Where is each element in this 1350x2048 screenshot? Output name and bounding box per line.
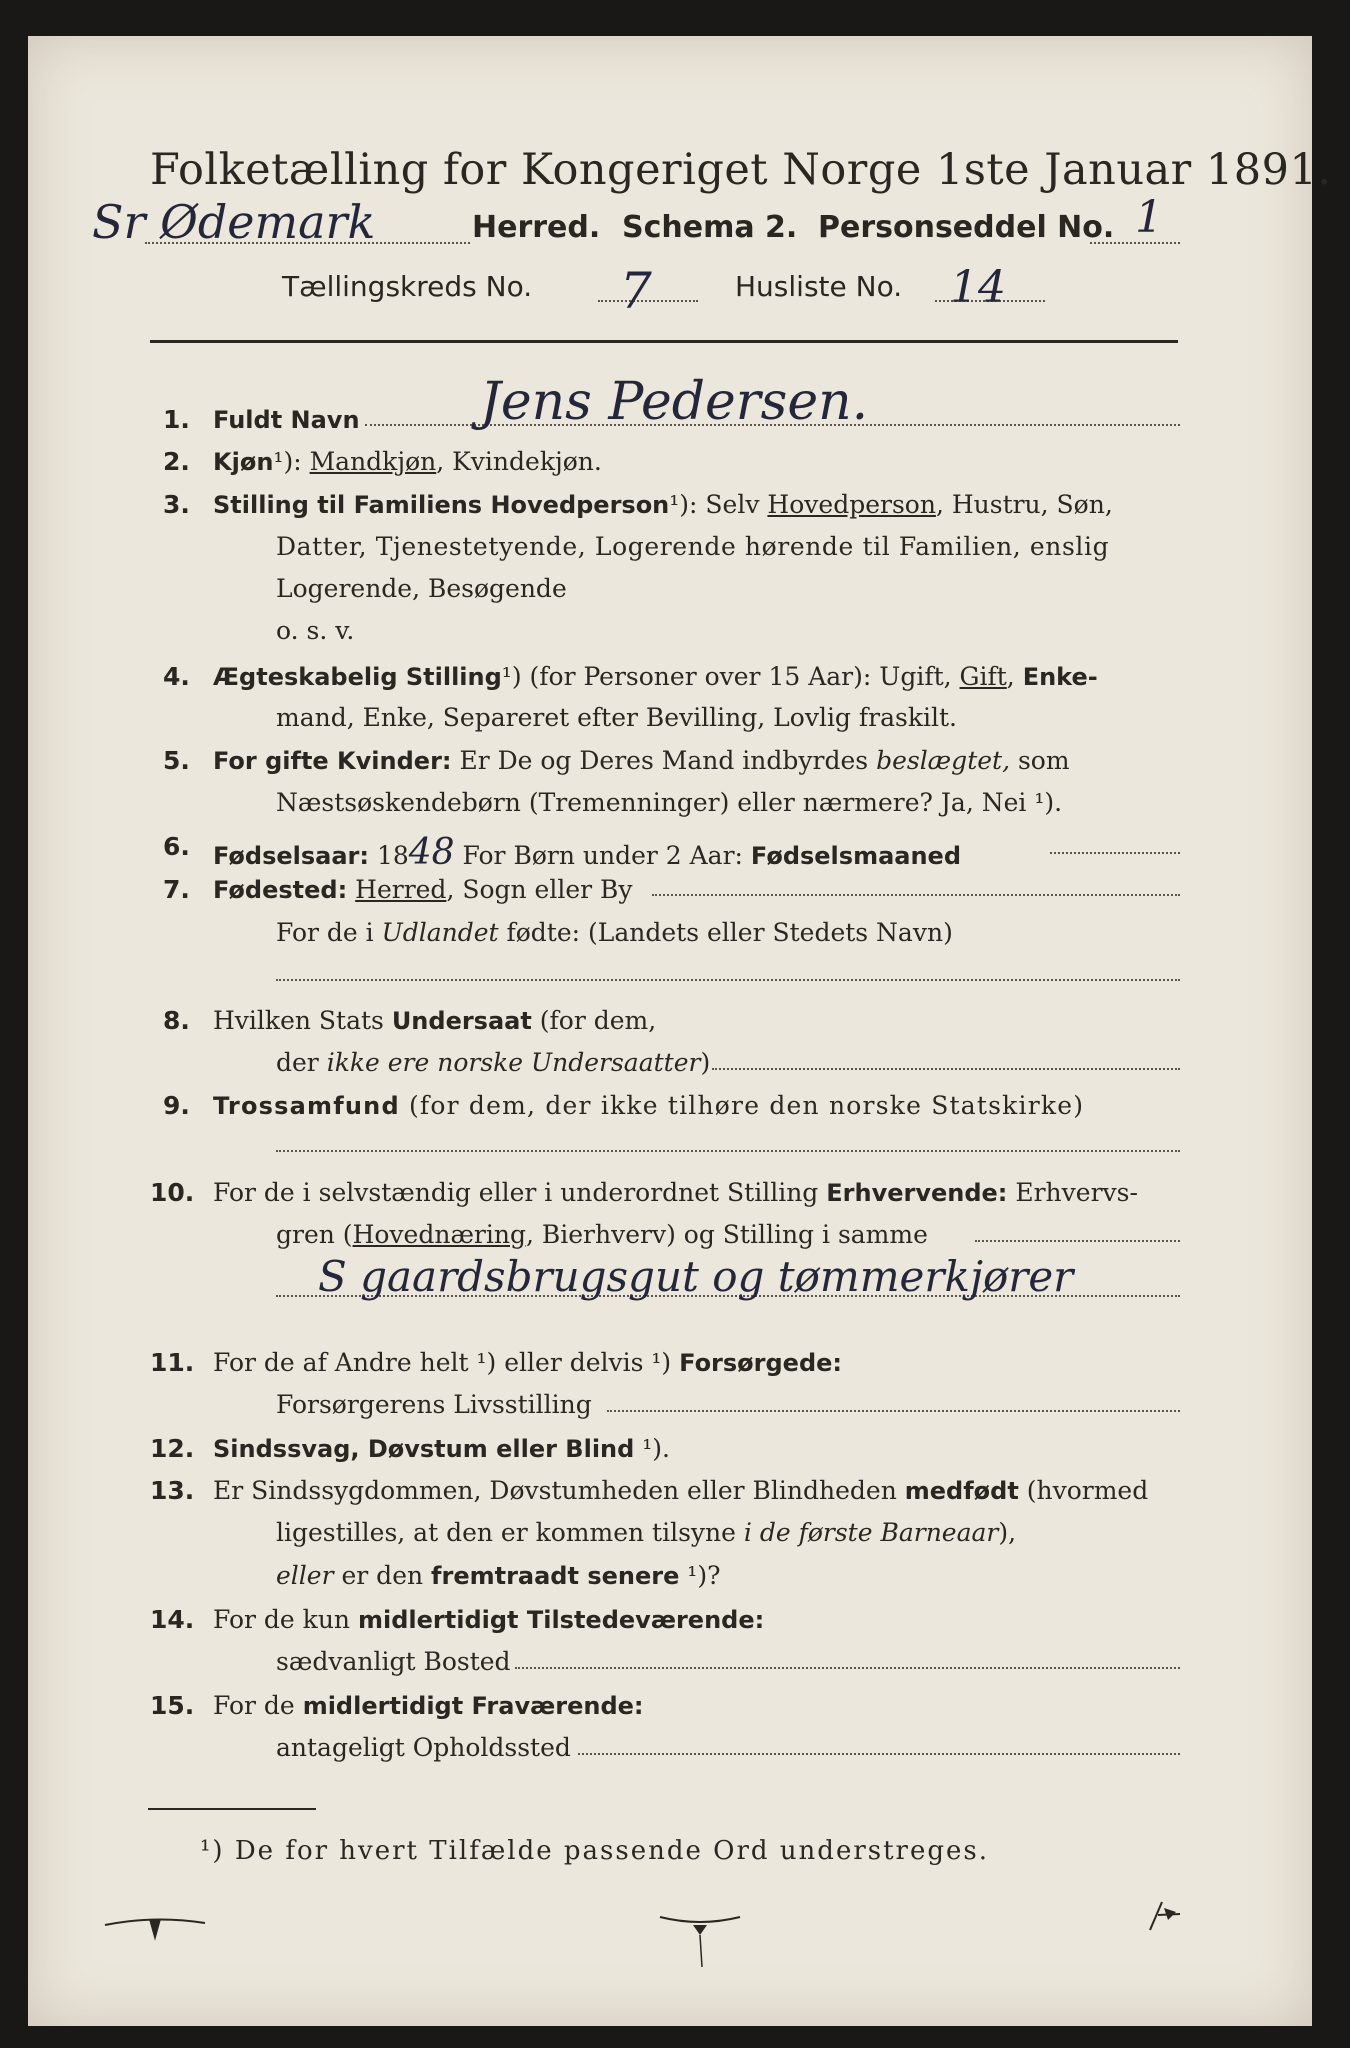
item-5-line-1 [213,746,1070,775]
item-8-text-b: (for dem, [531,1006,657,1035]
item-15-line-1 [213,1691,644,1720]
item-10-option-hovednaering: Hovednæring [352,1220,526,1249]
item-13-bold: medfødt [904,1477,1019,1505]
personseddel-handwritten-value: 1 [1135,192,1163,243]
item-6-text: For Børn under 2 Aar: [454,841,751,870]
item-11-bold: Forsørgede: [679,1349,843,1377]
registration-mark-right [1140,1890,1210,1940]
item-1-handwritten-name: Jens Pedersen. [480,372,869,432]
item-7-label: Fødested: [213,876,348,904]
item-14-text-a: For de kun [213,1605,358,1634]
item-5-italic: beslægtet, [876,746,1011,775]
item-5-label: For gifte Kvinder: [213,747,452,775]
item-13-line-1 [213,1476,1148,1505]
herred-label: Herred. [472,210,601,245]
item-7-number: 7. [163,875,190,904]
item-10-bold: Erhvervende: [826,1179,1008,1207]
item-6-dotted-line [1050,852,1180,854]
registration-mark-left [100,1905,210,1945]
item-10-text-b: Erhvervs- [1007,1178,1138,1207]
item-3-line-1 [213,490,1113,519]
item-9-label: Trossamfund [213,1092,400,1120]
item-13-line-3-a: er den [333,1561,432,1590]
item-8-bold: Undersaat [391,1007,532,1035]
item-7-line-2 [276,918,953,947]
herred-dotted-line [145,242,470,244]
item-7-line-2-a: For de i [276,918,382,947]
item-13-line-3-italic: eller [276,1561,334,1590]
item-11-dotted-line [607,1410,1180,1412]
item-13-line-2-italic: i de første Barneaar [743,1518,999,1547]
item-6-label-2: Fødselsmaaned [750,842,962,870]
item-15-line-2: antageligt Opholdssted [276,1733,571,1762]
item-7-dotted-line-1 [652,894,1180,896]
item-4-bold-tail: Enke- [1022,663,1098,691]
item-8-number: 8. [163,1006,190,1035]
item-6-handwritten-year: 48 [408,832,455,873]
item-8-line-2-b: ) [700,1048,711,1077]
item-2-text-a: ): [283,447,310,476]
item-15-dotted-line [578,1753,1180,1755]
item-12-text: ¹). [634,1434,670,1463]
item-9-dotted-line [276,1150,1180,1152]
item-5-line-2: Næstsøskendebørn (Tremenninger) eller nærmere? Ja, Nei ¹). [276,788,1063,817]
item-13-number: 13. [150,1476,195,1505]
item-8-line-1 [213,1006,656,1035]
item-12-line-1 [213,1434,670,1463]
item-3-label: Stilling til Familiens Hovedperson [213,491,670,519]
item-10-line-2-b: , Bierhverv) og Stilling i samme [526,1220,928,1249]
item-3-text-a: ¹): Selv [669,490,768,519]
item-4-number: 4. [163,662,190,691]
footnote: ¹) De for hvert Tilfælde passende Ord understreges. [200,1836,990,1866]
item-12-number: 12. [150,1434,195,1463]
schema-label: Schema 2. [622,210,798,245]
item-3-number: 3. [163,490,190,519]
item-11-line-1 [213,1348,842,1377]
item-3-option-hovedperson: Hovedperson [767,490,936,519]
item-10-line-1 [213,1178,1138,1207]
item-1-number: 1. [163,405,190,434]
item-10-line-2-a: gren ( [276,1220,353,1249]
item-2-text [213,447,602,476]
item-14-line-2: sædvanligt Bosted [276,1647,511,1676]
item-15-text-a: For de [213,1691,303,1720]
item-2-option-mandkjon: Mandkjøn [309,447,437,476]
item-8-line-2 [276,1048,710,1077]
item-11-number: 11. [150,1348,195,1377]
item-4-text-b: , [1006,662,1023,691]
taellingskreds-handwritten-value: 7 [620,262,652,320]
item-4-option-gift: Gift [959,662,1007,691]
item-14-bold: midlertidigt Tilstedeværende: [357,1606,765,1634]
item-10-text-a: For de i selvstændig eller i underordnet Stilling [213,1178,827,1207]
item-14-dotted-line [515,1667,1180,1669]
item-4-line-2: mand, Enke, Separeret efter Bevilling, Lovlig fraskilt. [276,703,957,732]
item-5-number: 5. [163,746,190,775]
personseddel-label: Personseddel No. [818,210,1115,245]
item-7-line-2-b: fødte: (Landets eller Stedets Navn) [498,918,953,947]
item-7-line-2-italic: Udlandet [381,918,499,947]
item-13-line-3 [276,1561,721,1590]
item-14-line-1 [213,1605,764,1634]
taellingskreds-label: Tællingskreds No. [282,270,533,303]
item-14-number: 14. [150,1605,195,1634]
form-title: Folketælling for Kongeriget Norge 1ste Januar 1891. [150,145,1332,195]
item-8-line-2-italic: ikke ere norske Undersaatter [326,1048,701,1077]
item-6-number: 6. [163,832,190,861]
item-8-dotted-line [712,1068,1180,1070]
item-15-bold: midlertidigt Fraværende: [302,1692,644,1720]
item-11-text-a: For de af Andre helt ¹) eller delvis ¹) [213,1348,680,1377]
item-10-line-2 [276,1220,928,1249]
item-13-line-2 [276,1518,1016,1547]
item-2-sup: ¹ [273,447,284,476]
item-2-label: Kjøn [213,448,274,476]
item-15-number: 15. [150,1691,195,1720]
item-10-dotted-line-1 [975,1240,1180,1242]
item-3-line-4: o. s. v. [276,616,355,645]
item-2-text-b: , Kvindekjøn. [436,447,602,476]
item-13-line-2-a: ligestilles, at den er kommen tilsyne [276,1518,744,1547]
item-13-text-b: (hvormed [1018,1476,1149,1505]
item-4-line-1 [213,662,1098,691]
item-13-line-2-b: ), [998,1518,1017,1547]
item-9-number: 9. [163,1091,190,1120]
item-13-line-3-bold: fremtraadt senere [431,1562,680,1590]
footnote-rule [148,1808,316,1810]
item-9-text: (for dem, der ikke tilhøre den norske Statskirke) [399,1091,1085,1120]
item-7-text: , Sogn eller By [446,875,633,904]
item-5-text-a: Er De og Deres Mand indbyrdes [451,746,877,775]
item-9-line-1 [213,1091,1084,1120]
item-3-text-b: , Hustru, Søn, [935,490,1113,519]
item-7-dotted-line-2 [276,979,1180,981]
item-3-line-2: Datter, Tjenestetyende, Logerende hørende til Familien, enslig [276,532,1110,561]
item-4-label: Ægteskabelig Stilling [213,663,502,691]
item-7-option-herred: Herred [355,875,447,904]
item-4-text-a: ¹) (for Personer over 15 Aar): Ugift, [501,662,960,691]
header-divider [150,340,1178,343]
item-10-handwritten-occupation: S gaardsbrugsgut og tømmerkjører [318,1252,1074,1301]
item-6-line-1 [213,832,961,873]
husliste-handwritten-value: 14 [950,262,1006,313]
item-8-text-a: Hvilken Stats [213,1006,392,1035]
item-11-line-2: Forsørgerens Livsstilling [276,1390,592,1419]
item-6-prefix: 18 [369,841,409,870]
item-2-number: 2. [163,447,190,476]
item-8-line-2-a: der [276,1048,327,1077]
item-7-line-1 [213,875,633,904]
item-6-label: Fødselsaar: [213,842,369,870]
herred-handwritten-value: Sr Ødemark [92,195,376,249]
item-13-line-3-b: ¹)? [679,1561,721,1590]
item-10-number: 10. [150,1178,195,1207]
item-5-text-b: som [1010,746,1070,775]
registration-mark-center [655,1905,745,1975]
item-1-label: Fuldt Navn [213,406,360,434]
husliste-label: Husliste No. [735,270,903,303]
item-13-text-a: Er Sindssygdommen, Døvstumheden eller Blindheden [213,1476,905,1505]
item-3-line-3: Logerende, Besøgende [276,574,567,603]
item-12-label: Sindssvag, Døvstum eller Blind [213,1435,635,1463]
